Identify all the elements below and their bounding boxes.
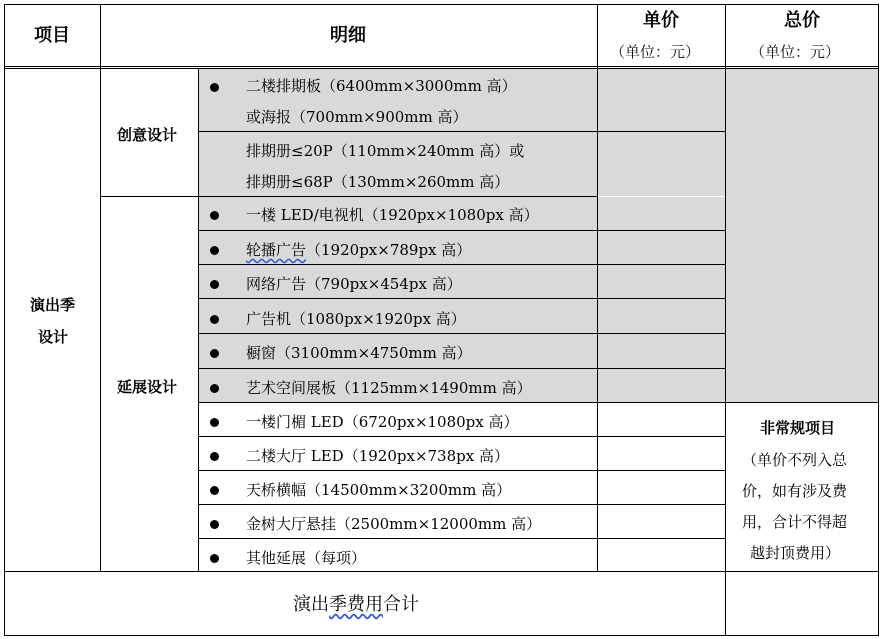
border-top	[4, 4, 879, 5]
shade-extended-price	[598, 197, 725, 402]
shade-extended-detail	[199, 197, 597, 402]
header-bottom-1	[4, 66, 879, 67]
bullet-icon	[210, 554, 219, 563]
row-divider	[198, 402, 878, 403]
row-text-2: 排期册≤68P（130mm×260mm 高）	[246, 173, 510, 191]
row-text: 广告机（1080px×1920px 高）	[246, 310, 466, 328]
bullet-icon	[210, 520, 219, 529]
shade-creative-price	[598, 69, 725, 196]
row-divider	[198, 504, 726, 505]
footer-label-pre: 演出	[293, 594, 329, 615]
bullet-icon	[210, 486, 219, 495]
row-divider	[198, 230, 726, 231]
row-text-2: 或海报（700mm×900mm 高）	[246, 108, 468, 126]
border-bottom	[4, 635, 879, 636]
bullet-icon	[210, 349, 219, 358]
col-line-price	[597, 4, 598, 572]
note-line: 价，如有涉及费	[742, 482, 848, 500]
row-text: 金树大厅悬挂（2500mm×12000mm 高）	[246, 515, 542, 533]
row-divider	[198, 298, 726, 299]
row-text: 二楼排期板（6400mm×3000mm 高）	[246, 77, 517, 95]
row-divider	[198, 333, 726, 334]
header-total-price: 总价	[784, 10, 820, 31]
row-text: 橱窗（3100mm×4750mm 高）	[246, 344, 472, 362]
header-unit-price: 单价	[643, 10, 679, 31]
row-text: 天桥横幅（14500mm×3200mm 高）	[246, 481, 512, 499]
group-extended: 延展设计	[117, 378, 178, 396]
header-detail: 明细	[330, 25, 366, 46]
row-text: 其他延展（每项）	[246, 549, 367, 567]
category-line2: 设计	[38, 328, 69, 346]
row-divider	[198, 538, 726, 539]
row-text-underlined: 轮播广告	[246, 241, 307, 259]
row-text: 一楼门楣 LED（6720px×1080px 高）	[246, 413, 519, 431]
footer-top	[4, 571, 879, 572]
row-divider	[198, 264, 726, 265]
bullet-icon	[210, 211, 219, 220]
bullet-icon	[210, 280, 219, 289]
footer-label-post: 合计	[383, 594, 419, 615]
footer-label	[293, 596, 419, 614]
row-text: 艺术空间展板（1125mm×1490mm 高）	[246, 379, 532, 397]
category-line1: 演出季	[30, 296, 76, 314]
row-text: 网络广告（790px×454px 高）	[246, 275, 462, 293]
header-bottom-2	[4, 68, 879, 69]
bullet-icon	[210, 418, 219, 427]
bullet-icon	[210, 384, 219, 393]
col-line-total	[725, 4, 726, 636]
header-total-price-unit: （单位：元）	[750, 43, 841, 61]
note-title: 非常规项目	[760, 419, 836, 437]
row-divider	[198, 368, 726, 369]
row-divider	[198, 470, 726, 471]
footer-label-underlined: 季费用	[329, 594, 383, 615]
group-divider	[100, 196, 598, 197]
bullet-icon	[210, 83, 219, 92]
row-divider	[198, 131, 726, 132]
header-unit-price-unit: （单位：元）	[610, 43, 701, 61]
note-line: 用，合计不得超	[742, 513, 848, 531]
note-line: （单价不列入总	[742, 451, 848, 469]
row-text: 一楼 LED/电视机（1920px×1080px 高）	[246, 206, 539, 224]
border-right	[878, 4, 879, 636]
group-creative: 创意设计	[117, 126, 178, 144]
header-item: 项目	[34, 25, 70, 46]
shade-total-column	[726, 69, 878, 402]
row-text: 排期册≤20P（110mm×240mm 高）或	[246, 142, 525, 160]
bullet-icon	[210, 315, 219, 324]
row-text-rest: （1920px×789px 高）	[306, 241, 472, 259]
bullet-icon	[210, 452, 219, 461]
row-divider	[198, 436, 726, 437]
row-text: 二楼大厅 LED（1920px×738px 高）	[246, 447, 509, 465]
col-line-item	[100, 4, 101, 572]
col-line-group	[198, 68, 199, 572]
bullet-icon	[210, 246, 219, 255]
border-left	[4, 4, 5, 636]
row-text	[246, 243, 471, 258]
note-line: 越封顶费用）	[750, 544, 841, 562]
